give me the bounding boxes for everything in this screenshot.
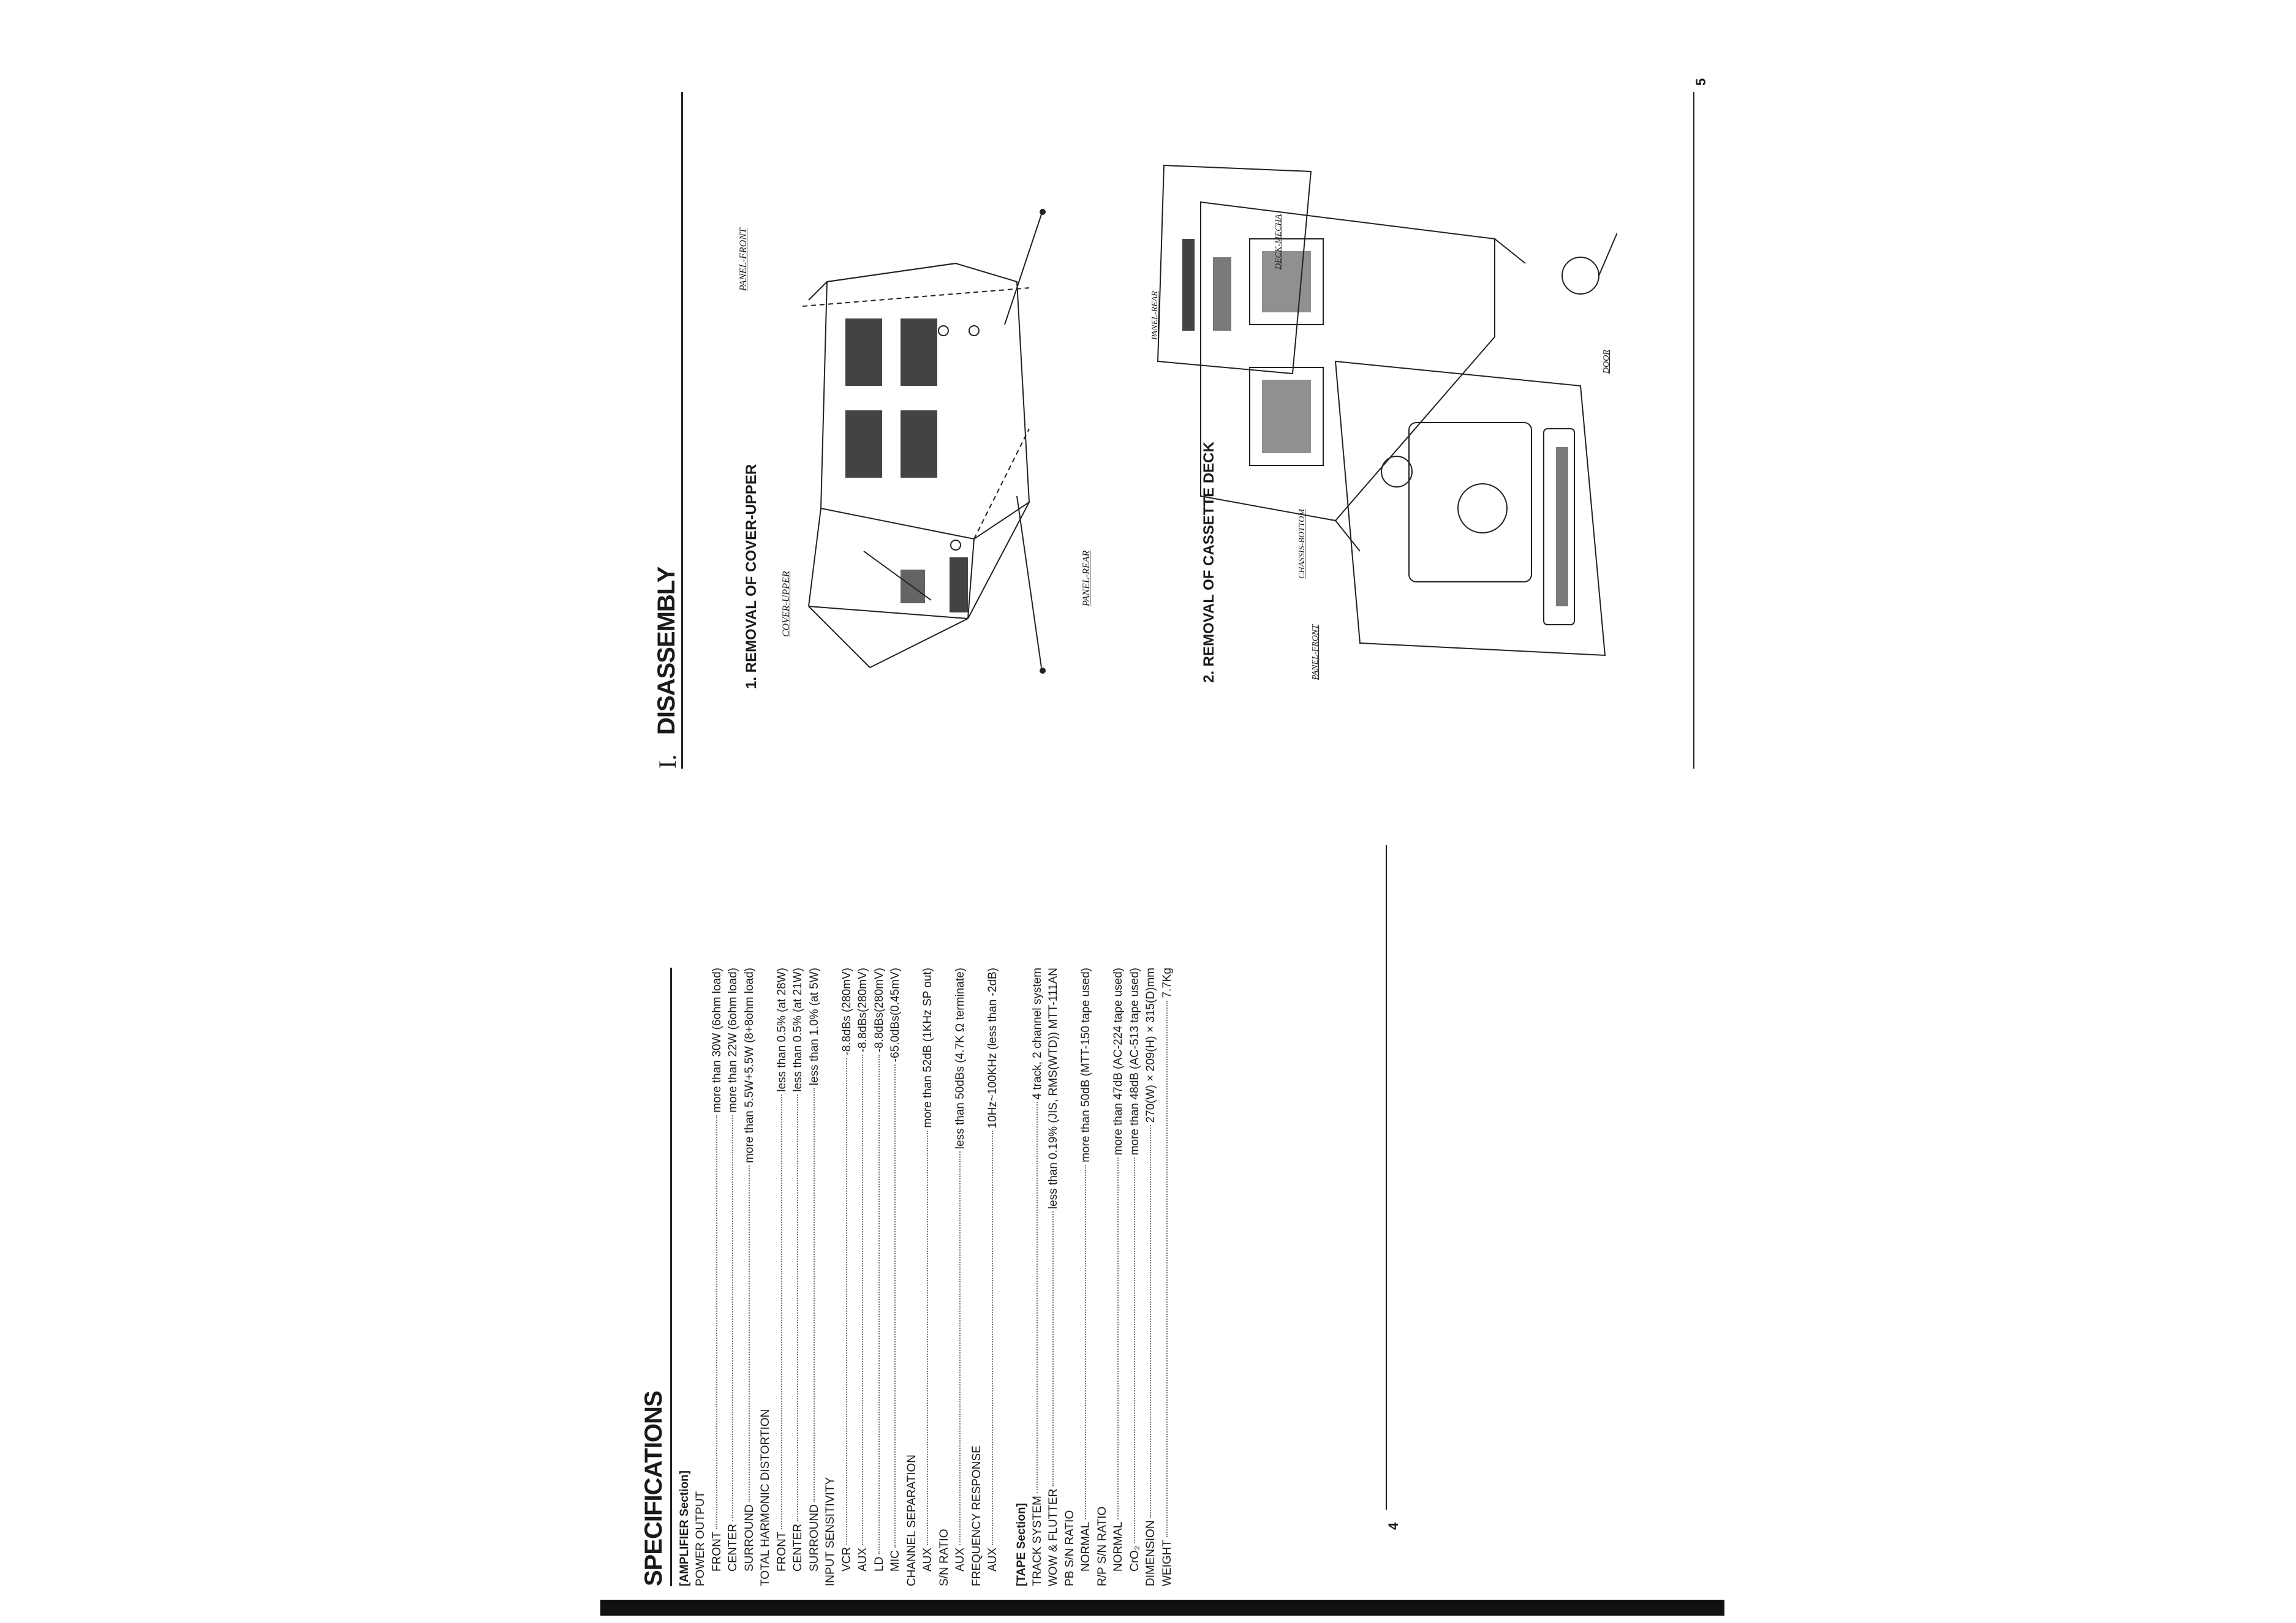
spec-row: NORMAL more than 50dB (MTT-150 tape used) — [1079, 968, 1092, 1572]
spec-group-heading: PB S/N RATIO — [1063, 1510, 1076, 1586]
disassembly-title-rule — [681, 92, 683, 769]
disassembly-numeral: I. — [654, 754, 681, 769]
label-cover-upper: COVER-UPPER — [781, 571, 791, 637]
spec-row: MIC -65.0dBs(0.45mV) — [889, 968, 902, 1572]
spec-row: FRONT more than 30W (6ohm load) — [710, 968, 723, 1572]
step1-title: 1. REMOVAL OF COVER-UPPER — [743, 464, 760, 689]
spec-row: SURROUND more than 5.5W+5.5W (8+8ohm load) — [742, 968, 756, 1572]
step2-title: 2. REMOVAL OF CASSETTE DECK — [1201, 442, 1217, 683]
spec-row: DIMENSION 270(W) × 209(H) × 315(D)mm — [1144, 968, 1157, 1586]
spec-row: TRACK SYSTEM 4 track, 2 channel system — [1030, 968, 1044, 1586]
label-chassis-bottom: CHASSIS-BOTTOM — [1297, 508, 1307, 579]
page-number-left: 4 — [1386, 1522, 1401, 1530]
label-panel-rear-2: PANEL-REAR — [1150, 291, 1160, 340]
specifications-title: SPECIFICATIONS — [640, 968, 672, 1586]
label-panel-rear-1: PANEL-REAR — [1081, 550, 1092, 606]
left-page-right-rule — [1386, 845, 1387, 1510]
cover-upper-diagram — [772, 178, 1066, 686]
spec-row: AUX -8.8dBs(280mV) — [856, 968, 869, 1572]
spec-row: FRONT less than 0.5% (at 28W) — [775, 968, 788, 1572]
spec-group-heading: CHANNEL SEPARATION — [905, 1454, 918, 1586]
spec-row: AUX less than 50dBs (4.7K Ω terminate) — [954, 968, 967, 1572]
spec-row: WEIGHT 7.7Kg — [1160, 968, 1174, 1586]
specifications-panel — [640, 968, 1271, 1586]
page-bottom-bar — [600, 1600, 1724, 1616]
cassette-deck-diagram — [1152, 153, 1617, 674]
spec-row: NORMAL more than 47dB (AC-224 tape used) — [1112, 968, 1125, 1572]
spec-row: CENTER less than 0.5% (at 21W) — [791, 968, 804, 1572]
spec-row: CrO₂ more than 48dB (AC-513 tape used) — [1128, 968, 1141, 1572]
label-door: DOOR — [1602, 350, 1611, 374]
amplifier-section-heading: [AMPLIFIER Section] — [678, 1470, 691, 1586]
spec-group-heading: FREQUENCY RESPONSE — [970, 1445, 983, 1586]
right-page-right-rule — [1693, 92, 1694, 769]
spec-row: VCR -8.8dBs (280mV) — [840, 968, 853, 1572]
disassembly-title: DISASSEMBLY — [653, 567, 680, 735]
spec-row: SURROUND less than 1.0% (at 5W) — [807, 968, 821, 1572]
spec-row: AUX 10Hz~100KHz (less than -2dB) — [986, 968, 999, 1572]
spec-row: CENTER more than 22W (6ohm load) — [727, 968, 739, 1572]
spec-row: AUX more than 52dB (1KHz SP out) — [921, 968, 934, 1572]
label-panel-front-2: PANEL-FRONT — [1311, 625, 1320, 680]
spec-row: WOW & FLUTTER less than 0.19% (JIS, RMS(WTD)) MTT-111AN — [1047, 968, 1060, 1586]
spec-group-heading: TOTAL HARMONIC DISTORTION — [759, 1409, 772, 1586]
spec-group-heading: S/N RATIO — [937, 1529, 951, 1586]
label-panel-front-1: PANEL-FRONT — [738, 228, 749, 291]
tape-section-heading: [TAPE Section] — [1014, 1503, 1028, 1586]
spec-row: LD -8.8dBs(280mV) — [872, 968, 886, 1572]
page-number-right: 5 — [1693, 78, 1709, 86]
spec-group-heading: POWER OUTPUT — [694, 1491, 707, 1586]
spec-group-heading: R/P S/N RATIO — [1095, 1506, 1109, 1586]
spec-group-heading: INPUT SENSITIVITY — [824, 1477, 837, 1586]
label-deck-mecha: DECK-MECHA — [1274, 214, 1283, 269]
